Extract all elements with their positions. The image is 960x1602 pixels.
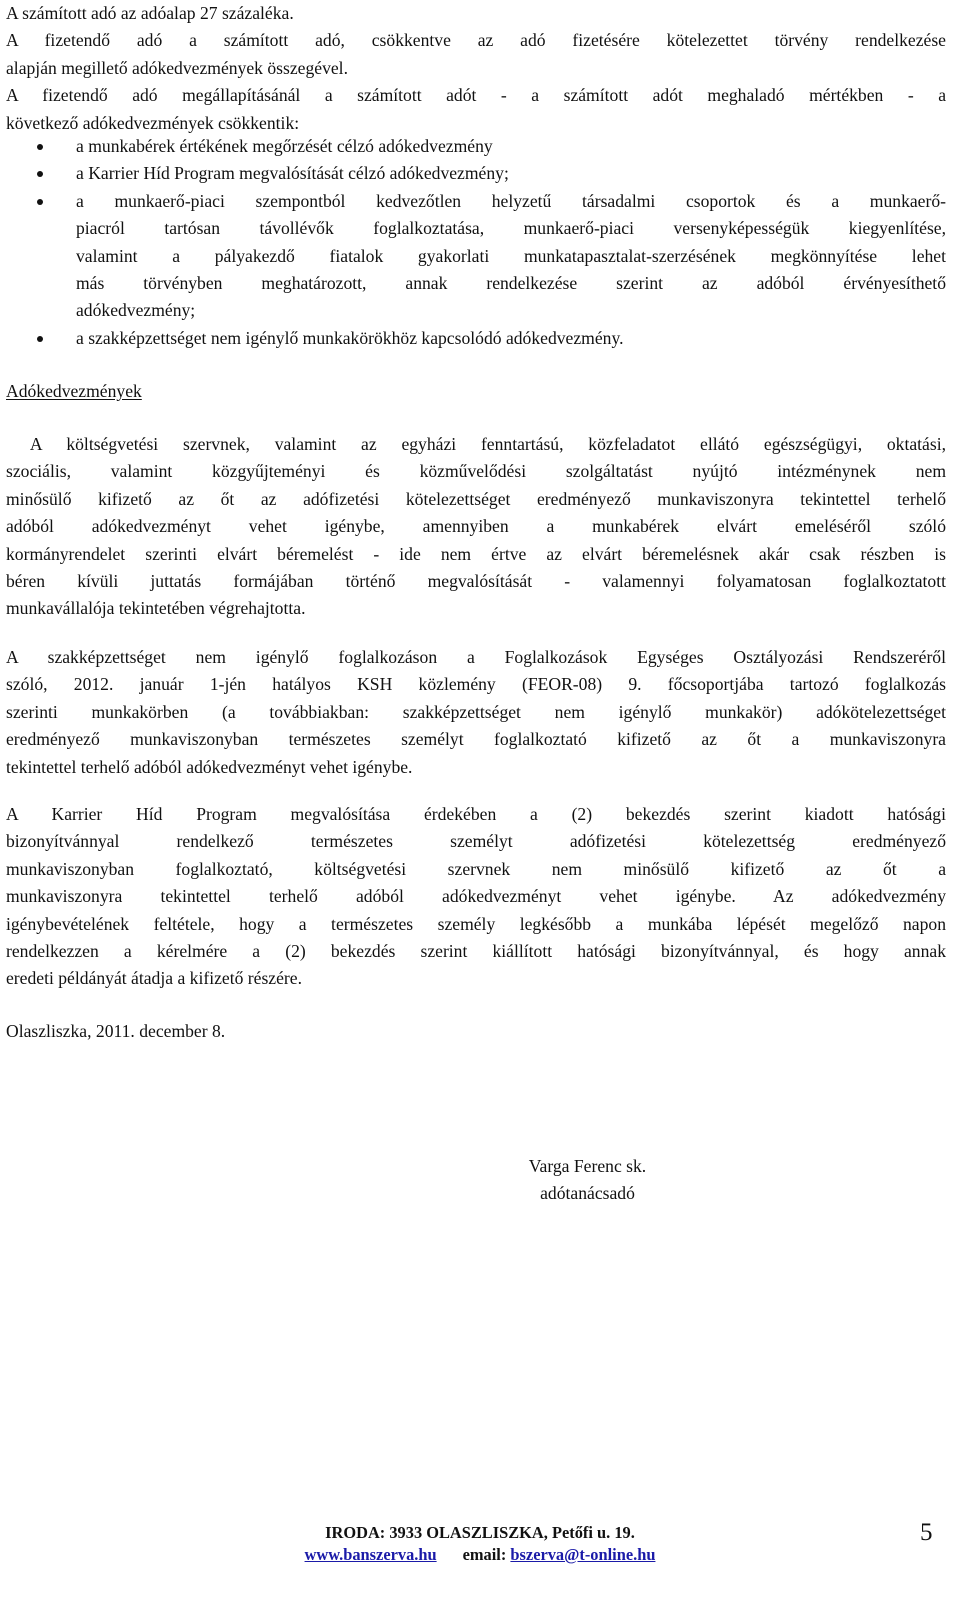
list-item-text: adókedvezmény; <box>76 300 196 321</box>
paragraph-1 <box>6 431 946 623</box>
page-number: 5 <box>920 1519 933 1546</box>
intro-block <box>6 0 946 137</box>
website-link[interactable]: www.banszerva.hu <box>304 1545 437 1564</box>
intro-line: A számított adó az adóalap 27 százaléka. <box>6 3 294 23</box>
footer-address: IRODA: 3933 OLASZLISZKA, Petőfi u. 19. <box>325 1523 635 1542</box>
paragraph-line: munkavállalója tekintetében végrehajtotta. <box>6 598 306 619</box>
signature-block <box>510 1153 665 1207</box>
intro-line: következő adókedvezmények csökkentik: <box>6 112 300 133</box>
place-date <box>6 1018 946 1045</box>
paragraph-line: munkaviszonyban foglalkoztató, költségvetési szervnek nem minősülő kifizető az őt a <box>6 858 946 879</box>
list-item-text: valamint a pályakezdő fiatalok gyakorlati munkatapasztalat-szerzésének megkönnyítése lehet <box>76 245 946 266</box>
list-item-text: piacról tartósan távollévők foglalkoztatása, munkaerő-piaci versenyképességük kiegyenlítése, <box>76 218 946 239</box>
list-item-text: más törvényben meghatározott, annak rendelkezése szerint az adóból érvényesíthető <box>76 272 946 293</box>
list-item-text: a szakképzettséget nem igénylő munkakörökhöz kapcsolódó adókedvezmény. <box>76 327 624 348</box>
list-item <box>6 188 946 325</box>
paragraph-line: igénybevételének feltétele, hogy a természetes személy legkésőbb a munkába lépését megelőző napon <box>6 913 946 934</box>
footer-contact <box>220 1544 740 1566</box>
paragraph-line: eredményező munkaviszonyban természetes személyt foglalkoztató kifizető az őt a munkaviszonyra <box>6 729 946 750</box>
email-label: email: <box>462 1545 507 1564</box>
paragraph-line: rendelkezzen a kérelmére a (2) bekezdés szerint kiállított hatósági bizonyítvánnyal, és hogy annak <box>6 940 946 961</box>
paragraph-line: A szakképzettséget nem igénylő foglalkozáson a Foglalkozások Egységes Osztályozási Rendszeréről <box>6 647 946 667</box>
signature-name: Varga Ferenc sk. <box>528 1156 647 1176</box>
paragraph-line: adóból adókedvezményt vehet igénybe, amennyiben a munkabérek elvárt emeléséről szóló <box>6 516 946 537</box>
paragraph-line: A költségvetési szervnek, valamint az egyházi fenntartású, közfeladatot ellátó egészségügyi, oktatási, <box>6 434 946 454</box>
paragraph-line: A Karrier Híd Program megvalósítása érdekében a (2) bekezdés szerint kiadott hatósági <box>6 804 946 824</box>
section-heading: Adókedvezmények <box>6 381 142 401</box>
list-item-text: a munkaerő-piaci szempontból kedvezőtlen helyzetű társadalmi csoportok és a munkaerő- <box>76 190 946 211</box>
list-item-text: a munkabérek értékének megőrzését célzó adókedvezmény <box>76 136 493 156</box>
paragraph-line: szóló, 2012. január 1-jén hatályos KSH közlemény (FEOR-08) 9. főcsoportjába tartozó foglalkozás <box>6 674 946 695</box>
intro-line: A fizetendő adó megállapításánál a számított adót - a számított adót meghaladó mértékben - a <box>6 85 946 106</box>
email-link[interactable]: bszerva@t-online.hu <box>510 1545 656 1564</box>
paragraph-2 <box>6 644 946 781</box>
paragraph-line: kormányrendelet szerinti elvárt béremelést - ide nem értve az elvárt béremelésnek akár csak részben is <box>6 543 946 564</box>
intro-line: alapján megillető adókedvezmények összegével. <box>6 57 348 78</box>
list-item-text: a Karrier Híd Program megvalósítását célzó adókedvezmény; <box>76 163 509 184</box>
place-date-text: Olaszliszka, 2011. december 8. <box>6 1021 226 1041</box>
paragraph-line: szociális, valamint közgyűjteményi és közművelődési szolgáltatást nyújtó intézménynek nem <box>6 461 946 482</box>
deduction-list <box>6 133 946 352</box>
paragraph-line: tekintettel terhelő adóból adókedvezményt vehet igénybe. <box>6 756 413 777</box>
list-item <box>6 325 946 352</box>
paragraph-line: munkaviszonyra tekintettel terhelő adóból adókedvezményt vehet igénybe. Az adókedvezmény <box>6 886 946 907</box>
list-item <box>6 133 946 160</box>
paragraph-line: minősülő kifizető az őt az adófizetési kötelezettséget eredményező munkaviszonyra tekintettel terhelő <box>6 488 946 509</box>
paragraph-line: bizonyítvánnyal rendelkező természetes személyt adófizetési kötelezettség eredményező <box>6 831 946 852</box>
intro-line: A fizetendő adó a számított adó, csökkentve az adó fizetésére kötelezettet törvény rendelkezése <box>6 30 946 51</box>
paragraph-line: szerinti munkakörben (a továbbiakban: szakképzettséget nem igénylő munkakör) adókötelezettséget <box>6 701 946 722</box>
list-item <box>6 160 946 187</box>
signature-title: adótanácsadó <box>540 1183 635 1203</box>
paragraph-3 <box>6 801 946 993</box>
paragraph-line: eredeti példányát átadja a kifizető részére. <box>6 968 302 989</box>
paragraph-line: béren kívüli juttatás formájában történő megvalósítását - valamennyi folyamatosan foglalkoztatott <box>6 570 946 591</box>
footer <box>220 1522 740 1566</box>
